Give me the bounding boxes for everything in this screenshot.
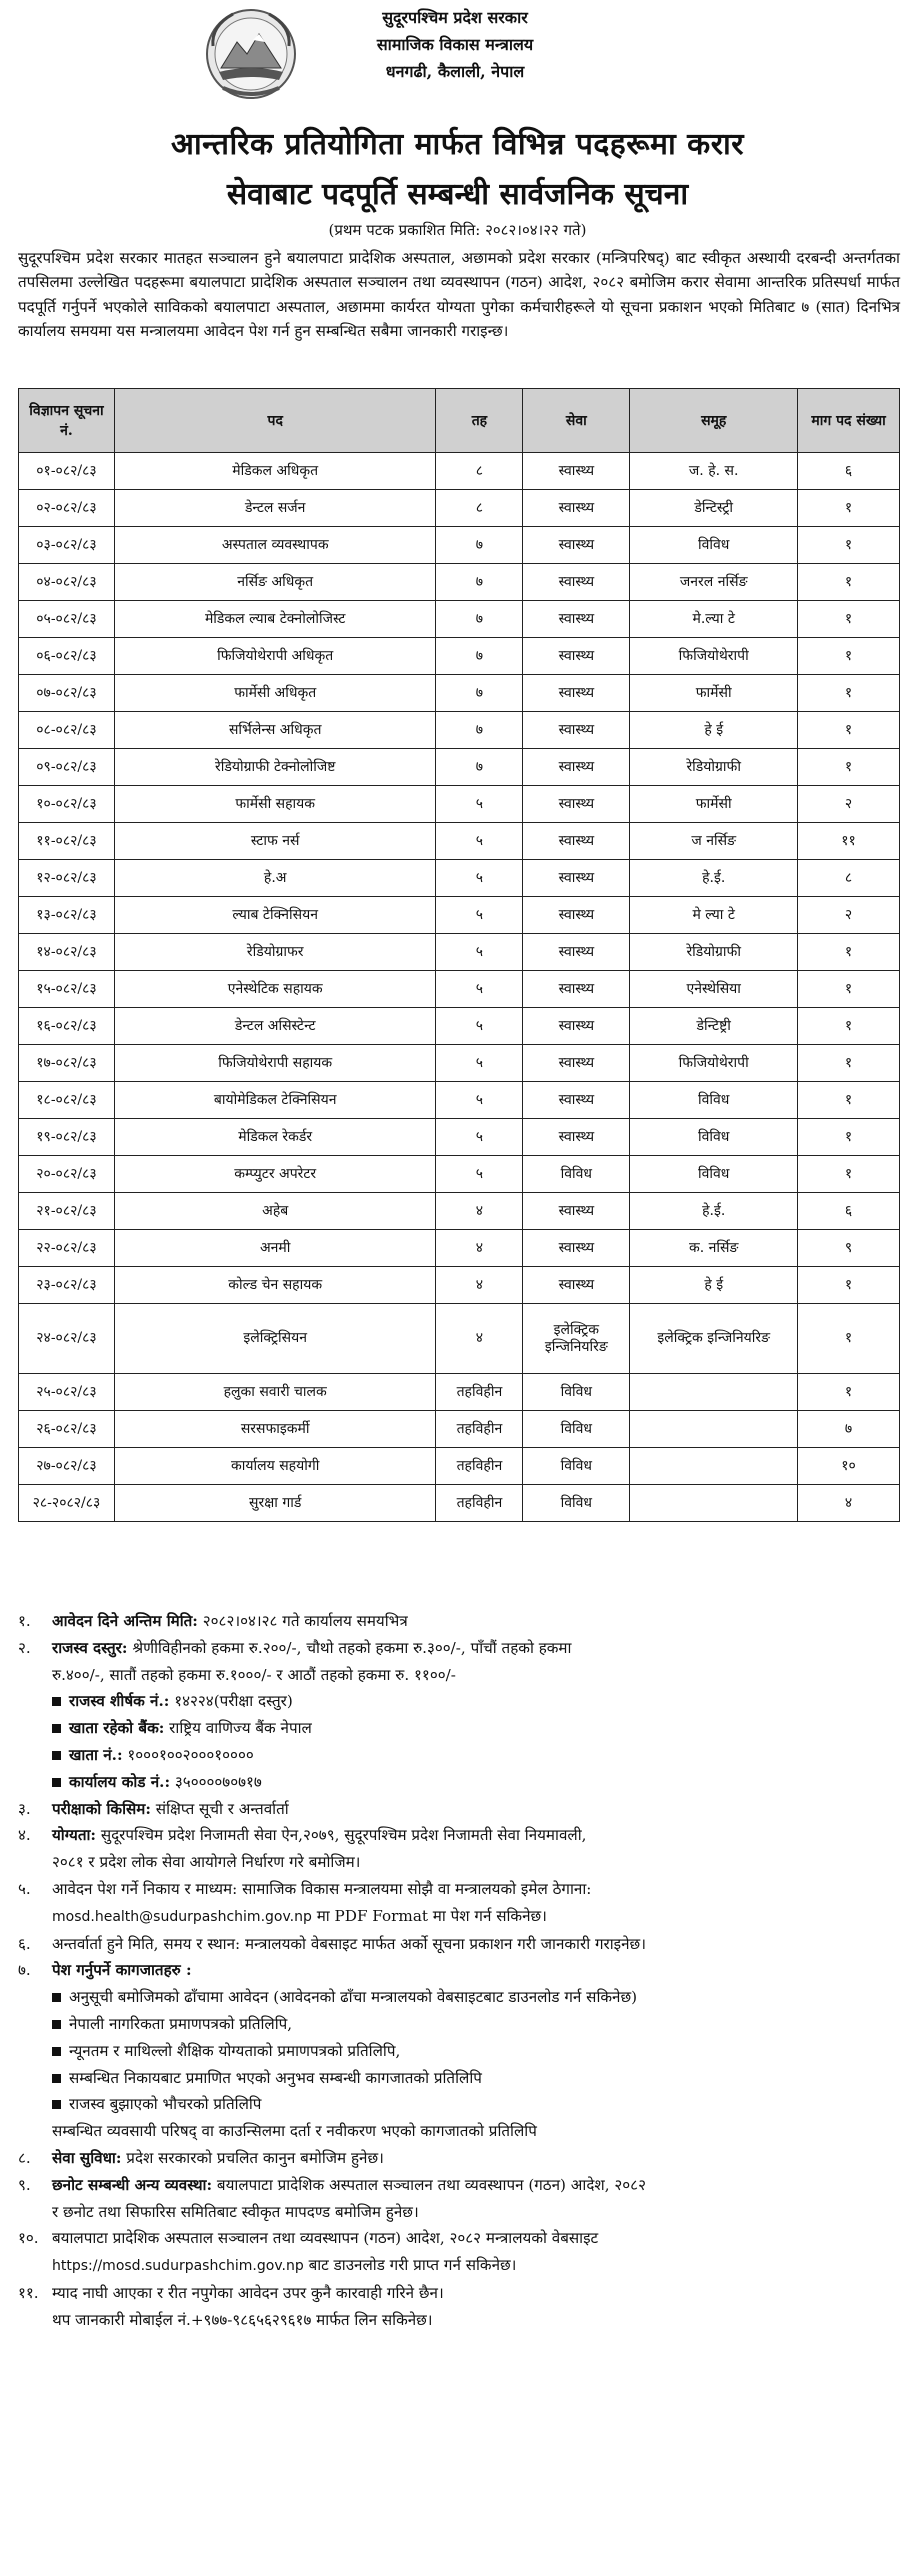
table-row [19,1304,900,1374]
post-count-cell: १ [798,527,900,564]
service-cell: विविध [523,1485,630,1522]
ad-number-cell: २२-०८२/८३ [19,1230,115,1267]
item-label: खाता रहेको बैंक: [69,1719,165,1738]
level-cell: ४ [436,1193,523,1230]
post-cell: कार्यालय सहयोगी [114,1448,436,1485]
post-cell: फिजियोथेरापी सहायक [114,1045,436,1082]
note-order-download [18,2225,900,2252]
ad-number-cell: १०-०८२/८३ [19,786,115,823]
service-cell: स्वास्थ्य [523,1119,630,1156]
level-cell: तहविहीन [436,1485,523,1522]
table-row [19,601,900,638]
group-cell: जनरल नर्सिङ [630,564,798,601]
note-interview [18,1931,900,1958]
note-number: ५. [18,1879,31,1898]
post-cell: हलुका सवारी चालक [114,1374,436,1411]
note-text: श्रेणीविहीनको हकमा रु.२००/-, चौथो तहको हकमा रु.३००/-, पाँचौं तहको हकमा [127,1638,572,1657]
table-row [19,897,900,934]
level-cell: ७ [436,564,523,601]
intro-paragraph: सुदूरपश्चिम प्रदेश सरकार मातहत सञ्चालन हुने बयालपाटा प्रादेशिक अस्पताल, अछामको प्रदेश सरकार (मन्त्रिपरिषद्) बाट स्वीकृत अस्थायी दरबन्दी अन्तर्गतका तपसिलमा उल्लेखित पदहरूमा बयालपाटा प्रादेशिक अस्पताल सञ्चालन तथा व्यवस्थापन (गठन) आदेश, २०८२ बमोजिम करार सेवामा आन्तरिक प्रतिस्पर्धा मार्फत पदपूर्ति गर्नुपर्ने भएकोले साविकको बयालपाटा अस्पताल, अछाममा कार्यरत योग्यता पुगेका कर्मचारीहरूले यो सूचना प्रकाशन भएको मितिबाट ७ (सात) दिनभित्र कार्यालय समयमा यस मन्त्रालयमा आवेदन पेश गर्न हुन सम्बन्धित सबैमा जानकारी गराइन्छ। [18,249,900,341]
header-service: सेवा [523,389,630,453]
post-count-cell: १० [798,1448,900,1485]
group-cell: हे.ई. [630,1193,798,1230]
document-text: सम्बन्धित निकायबाट प्रमाणित भएको अनुभव सम्बन्धी कागजातको प्रतिलिपि [69,2068,482,2087]
table-row [19,1485,900,1522]
ad-number-cell: १८-०८२/८३ [19,1082,115,1119]
service-cell: स्वास्थ्य [523,934,630,971]
bullet-icon [52,1697,61,1706]
table-row [19,749,900,786]
table-row [19,564,900,601]
level-cell: ७ [436,712,523,749]
service-cell: स्वास्थ्य [523,860,630,897]
note-text: संक्षिप्त सूची र अन्तर्वार्ता [150,1799,289,1818]
table-row [19,1082,900,1119]
post-count-cell: १ [798,749,900,786]
service-cell: स्वास्थ्य [523,564,630,601]
post-count-cell: १ [798,564,900,601]
table-row [19,1267,900,1304]
post-cell: सर्भिलेन्स अधिकृत [114,712,436,749]
service-cell: विविध [523,1156,630,1193]
service-cell: स्वास्थ्य [523,1267,630,1304]
service-cell: स्वास्थ्य [523,712,630,749]
table-row [19,823,900,860]
service-cell: स्वास्थ्य [523,971,630,1008]
bullet-icon [52,2100,61,2109]
group-cell: डेन्टिष्ट्री [630,1008,798,1045]
post-count-cell: ६ [798,453,900,490]
post-count-cell: ७ [798,1411,900,1448]
group-cell: फार्मेसी [630,786,798,823]
group-cell: मे ल्या टे [630,897,798,934]
service-cell: स्वास्थ्य [523,1008,630,1045]
service-cell: इलेक्ट्रिक इन्जिनियरिङ [523,1304,630,1374]
ad-number-cell: ०२-०८२/८३ [19,490,115,527]
service-cell: स्वास्थ्य [523,490,630,527]
bullet-icon [52,1724,61,1733]
ad-number-cell: ०८-०८२/८३ [19,712,115,749]
post-count-cell: १ [798,1045,900,1082]
table-row [19,971,900,1008]
note-number: २. [18,1638,31,1657]
post-cell: कम्प्युटर अपरेटर [114,1156,436,1193]
service-cell: स्वास्थ्य [523,453,630,490]
group-cell: फिजियोथेरापी [630,638,798,675]
post-count-cell: ११ [798,823,900,860]
post-count-cell: १ [798,1082,900,1119]
table-header-row [19,389,900,453]
nepal-emblem-icon [203,6,299,102]
ad-number-cell: १२-०८२/८३ [19,860,115,897]
ad-number-cell: १७-०८२/८३ [19,1045,115,1082]
level-cell: तहविहीन [436,1411,523,1448]
ad-number-cell: १५-०८२/८३ [19,971,115,1008]
note-text: अन्तर्वार्ता हुने मिति, समय र स्थान: मन्त्रालयको वेबसाइट मार्फत अर्को सूचना प्रकाशन गरी जानकारी गराइनेछ। [52,1934,646,1953]
header-post-count: माग पद संख्या [798,389,900,453]
ad-number-cell: २८-२०८२/८३ [19,1485,115,1522]
ad-number-cell: ०७-०८२/८३ [19,675,115,712]
post-count-cell: २ [798,897,900,934]
bullet-icon [52,2020,61,2029]
table-row [19,1374,900,1411]
ad-number-cell: ०६-०८२/८३ [19,638,115,675]
office-name [330,4,580,85]
post-cell: अनमी [114,1230,436,1267]
post-count-cell: १ [798,1156,900,1193]
table-row [19,860,900,897]
level-cell: ५ [436,1045,523,1082]
post-count-cell: १ [798,1304,900,1374]
post-cell: हे.अ [114,860,436,897]
note-label: आवेदन दिने अन्तिम मिति: [52,1612,198,1630]
level-cell: ७ [436,749,523,786]
note-late-applications [18,2280,900,2307]
post-cell: मेडिकल अधिकृत [114,453,436,490]
post-count-cell: १ [798,1119,900,1156]
service-cell: स्वास्थ्य [523,601,630,638]
note-number: ७. [18,1961,31,1980]
header-post: पद [114,389,436,453]
level-cell: ५ [436,786,523,823]
note-number: ६. [18,1934,31,1953]
post-cell: डेन्टल असिस्टेन्ट [114,1008,436,1045]
post-cell: रेडियोग्राफी टेक्नोलोजिष्ट [114,749,436,786]
ad-number-cell: २३-०८२/८३ [19,1267,115,1304]
document-item [18,2091,900,2118]
ad-number-cell: १६-०८२/८३ [19,1008,115,1045]
bullet-icon [52,2074,61,2083]
group-cell: विविध [630,1119,798,1156]
group-cell: इलेक्ट्रिक इन्जिनियरिङ [630,1304,798,1374]
item-value: राष्ट्रिय वाणिज्य बैंक नेपाल [164,1719,312,1738]
level-cell: ४ [436,1267,523,1304]
service-cell: विविध [523,1374,630,1411]
note-number: १. [18,1612,31,1630]
level-cell: ५ [436,897,523,934]
ad-number-cell: १४-०८२/८३ [19,934,115,971]
note-number: ३. [18,1799,31,1818]
group-cell: विविध [630,1082,798,1119]
header-ad-number: विज्ञापन सूचना नं. [19,389,115,453]
post-count-cell: ६ [798,1193,900,1230]
table-row [19,934,900,971]
document-text: न्यूनतम र माथिल्लो शैक्षिक योग्यताको प्रमाणपत्रको प्रतिलिपि, [69,2041,401,2060]
post-count-cell: १ [798,971,900,1008]
table-row [19,490,900,527]
letterhead [0,0,915,120]
post-cell: एनेस्थेटिक सहायक [114,971,436,1008]
bullet-icon [52,1751,61,1760]
level-cell: ७ [436,675,523,712]
post-count-cell: १ [798,934,900,971]
post-cell: फार्मेसी सहायक [114,786,436,823]
level-cell: ७ [436,638,523,675]
group-cell: ज. हे. स. [630,453,798,490]
table-row [19,1045,900,1082]
group-cell [630,1411,798,1448]
group-cell: फार्मेसी [630,675,798,712]
group-cell: रेडियोग्राफी [630,749,798,786]
bank-item [18,1715,900,1742]
ad-number-cell: ०३-०८२/८३ [19,527,115,564]
document-text: नेपाली नागरिकता प्रमाणपत्रको प्रतिलिपि, [69,2014,293,2033]
group-cell: फिजियोथेरापी [630,1045,798,1082]
ad-number-cell: २५-०८२/८३ [19,1374,115,1411]
table-row [19,675,900,712]
service-cell: स्वास्थ्य [523,823,630,860]
post-count-cell: १ [798,1008,900,1045]
service-cell: स्वास्थ्य [523,786,630,823]
post-count-cell: ४ [798,1485,900,1522]
note-text: बयालपाटा प्रादेशिक अस्पताल सञ्चालन तथा व्यवस्थापन (गठन) आदेश, २०८२ मन्त्रालयको वेबसाइट [52,2229,599,2248]
revenue-head-item [18,1688,900,1715]
note-label: राजस्व दस्तुर: [52,1638,128,1657]
post-count-cell: १ [798,675,900,712]
post-cell: ल्याब टेक्निसियन [114,897,436,934]
note-label: परीक्षाको किसिम: [52,1799,151,1818]
post-count-cell: १ [798,601,900,638]
notes-section [18,1608,900,2334]
table-row [19,1230,900,1267]
document-text: राजस्व बुझाएको भौचरको प्रतिलिपि [69,2095,262,2114]
post-count-cell: १ [798,1267,900,1304]
ad-number-cell: २१-०८२/८३ [19,1193,115,1230]
post-cell: सरसफाइकर्मी [114,1411,436,1448]
document-item [18,2011,900,2038]
level-cell: तहविहीन [436,1374,523,1411]
table-row [19,1156,900,1193]
note-text-continued: र छनोट तथा सिफारिस समितिबाट स्वीकृत मापदण्ड बमोजिम हुनेछ। [52,2202,419,2221]
note-selection [18,2172,900,2199]
service-cell: विविध [523,1448,630,1485]
email-link[interactable]: mosd.health@sudurpashchim.gov.np [52,1908,312,1925]
group-cell: ज नर्सिङ [630,823,798,860]
post-count-cell: १ [798,1374,900,1411]
service-cell: विविध [523,1411,630,1448]
note-revenue-fee [18,1635,900,1662]
table-row [19,527,900,564]
note-text-continued: २०८१ र प्रदेश लोक सेवा आयोगले निर्धारण गरे बमोजिम। [52,1853,361,1872]
note-documents [18,1957,900,1984]
bullet-icon [52,1993,61,2002]
group-cell [630,1374,798,1411]
group-cell: हे ई [630,712,798,749]
header-level: तह [436,389,523,453]
note-text: प्रदेश सरकारको प्रचलित कानुन बमोजिम हुनेछ। [121,2148,384,2167]
office-line-3: धनगढी, कैलाली, नेपाल [385,62,525,81]
ad-number-cell: ११-०८२/८३ [19,823,115,860]
ad-number-cell: १३-०८२/८३ [19,897,115,934]
post-cell: मेडिकल रेकर्डर [114,1119,436,1156]
level-cell: ५ [436,1119,523,1156]
note-text-continued: रु.४००/-, सातौं तहको हकमा रु.१०००/- र आठौं तहको हकमा रु. ११००/- [52,1665,456,1684]
level-cell: ८ [436,490,523,527]
note-text: आवेदन पेश गर्ने निकाय र माध्यम: सामाजिक विकास मन्त्रालयमा सोझै वा मन्त्रालयको इमेल ठेगाना: [52,1879,592,1898]
post-cell: डेन्टल सर्जन [114,490,436,527]
item-value: ३५००००७०७१७ [170,1772,262,1791]
level-cell: ५ [436,1008,523,1045]
note-label: सेवा सुविधा: [52,2148,122,2167]
group-cell: क. नर्सिङ [630,1230,798,1267]
ad-number-cell: ०५-०८२/८३ [19,601,115,638]
note-text: म्याद नाघी आएका र रीत नपुगेका आवेदन उपर कुनै कारवाही गरिने छैन। [52,2283,444,2302]
post-cell: कोल्ड चेन सहायक [114,1267,436,1304]
office-line-1: सुदूरपश्चिम प्रदेश सरकार [382,8,528,27]
bullet-icon [52,1778,61,1787]
note-number: ४. [18,1826,31,1845]
post-cell: फार्मेसी अधिकृत [114,675,436,712]
service-cell: स्वास्थ्य [523,1230,630,1267]
post-count-cell: २ [798,786,900,823]
header-group: समूह [630,389,798,453]
group-cell [630,1485,798,1522]
item-label: खाता नं.: [69,1745,123,1764]
post-cell: मेडिकल ल्याब टेक्नोलोजिस्ट [114,601,436,638]
post-cell: फिजियोथेरापी अधिकृत [114,638,436,675]
office-line-2: सामाजिक विकास मन्त्रालय [376,35,534,54]
group-cell: एनेस्थेसिया [630,971,798,1008]
account-number-item [18,1742,900,1769]
post-cell: अस्पताल व्यवस्थापक [114,527,436,564]
level-cell: ४ [436,1230,523,1267]
document-item [18,2065,900,2092]
post-count-cell: ८ [798,860,900,897]
note-text: बयालपाटा प्रादेशिक अस्पताल सञ्चालन तथा व्यवस्थापन (गठन) आदेश, २०८२ [212,2175,646,2194]
level-cell: ५ [436,823,523,860]
document-text: अनुसूची बमोजिमको ढाँचामा आवेदन (आवेदनको ढाँचा मन्त्रालयको वेबसाइटबाट डाउनलोड गर्न सकिनेछ) [69,1988,638,2007]
level-cell: तहविहीन [436,1448,523,1485]
note-text-continued: मा PDF Format मा पेश गर्न सकिनेछ। [311,1906,547,1925]
service-cell: स्वास्थ्य [523,897,630,934]
website-link[interactable]: https://mosd.sudurpashchim.gov.np [52,2258,304,2275]
table-row [19,453,900,490]
level-cell: ५ [436,1082,523,1119]
ad-number-cell: २०-०८२/८३ [19,1156,115,1193]
post-cell: रेडियोग्राफर [114,934,436,971]
ad-number-cell: ०९-०८२/८३ [19,749,115,786]
note-number: ११. [18,2283,39,2302]
table-row [19,1448,900,1485]
group-cell: हे.ई. [630,860,798,897]
group-cell: मे.ल्या टे [630,601,798,638]
post-cell: इलेक्ट्रिसियन [114,1304,436,1374]
ad-number-cell: ०१-०८२/८३ [19,453,115,490]
post-cell: सुरक्षा गार्ड [114,1485,436,1522]
level-cell: ५ [436,1156,523,1193]
service-cell: स्वास्थ्य [523,1045,630,1082]
ad-number-cell: २६-०८२/८३ [19,1411,115,1448]
note-label: योग्यता: [52,1826,97,1845]
document-item [18,1984,900,2011]
group-cell: डेन्टिस्ट्री [630,490,798,527]
service-cell: स्वास्थ्य [523,749,630,786]
item-value: १४२२४(परीक्षा दस्तुर) [169,1692,293,1711]
note-number: १०. [18,2229,39,2248]
publication-date: (प्रथम पटक प्रकाशित मिति: २०८२।०४।२२ गते) [328,221,587,239]
post-cell: नर्सिङ अधिकृत [114,564,436,601]
table-row [19,786,900,823]
level-cell: ७ [436,601,523,638]
post-count-cell: १ [798,712,900,749]
note-qualification [18,1822,900,1849]
service-cell: स्वास्थ्य [523,675,630,712]
table-row [19,1411,900,1448]
table-row [19,1008,900,1045]
note-number: ८. [18,2148,31,2167]
ad-number-cell: १९-०८२/८३ [19,1119,115,1156]
group-cell: हे ई [630,1267,798,1304]
item-value: १०००१००२०००१०००० [122,1745,254,1764]
service-cell: स्वास्थ्य [523,527,630,564]
level-cell: ४ [436,1304,523,1374]
group-cell: विविध [630,527,798,564]
note-number: ९. [18,2175,31,2194]
note-label: छनोट सम्बन्धी अन्य व्यवस्था: [52,2175,213,2194]
level-cell: ८ [436,453,523,490]
note-text: सुदूरपश्चिम प्रदेश निजामती सेवा ऐन,२०७९, सुदूरपश्चिम प्रदेश निजामती सेवा नियमावली, [96,1826,587,1845]
document-extra: सम्बन्धित व्यवसायी परिषद् वा काउन्सिलमा दर्ता र नवीकरण भएको कागजातको प्रतिलिपि [52,2122,537,2141]
ad-number-cell: २४-०८२/८३ [19,1304,115,1374]
notice-title-line-2: सेवाबाट पदपूर्ति सम्बन्धी सार्वजनिक सूचना [226,177,689,212]
post-cell: बायोमेडिकल टेक्निसियन [114,1082,436,1119]
note-submission [18,1876,900,1903]
table-row [19,638,900,675]
vacancy-table [18,388,900,1522]
office-code-item [18,1769,900,1796]
post-count-cell: १ [798,638,900,675]
note-facilities [18,2145,900,2172]
post-count-cell: १ [798,490,900,527]
note-label: पेश गर्नुपर्ने कागजातहरु : [52,1961,192,1980]
post-count-cell: ९ [798,1230,900,1267]
service-cell: स्वास्थ्य [523,1082,630,1119]
post-cell: अहेब [114,1193,436,1230]
ad-number-cell: २७-०८२/८३ [19,1448,115,1485]
note-exam-type [18,1796,900,1823]
level-cell: ५ [436,860,523,897]
level-cell: ५ [436,934,523,971]
post-cell: स्टाफ नर्स [114,823,436,860]
notice-title-line-1: आन्तरिक प्रतियोगिता मार्फत विभिन्न पदहरूमा करार [170,127,745,162]
bullet-icon [52,2047,61,2056]
note-deadline [18,1608,900,1635]
level-cell: ५ [436,971,523,1008]
group-cell: विविध [630,1156,798,1193]
service-cell: स्वास्थ्य [523,638,630,675]
ad-number-cell: ०४-०८२/८३ [19,564,115,601]
document-item [18,2038,900,2065]
group-cell: रेडियोग्राफी [630,934,798,971]
note-text: २०८२।०४।२८ गते कार्यालय समयभित्र [197,1612,408,1630]
table-row [19,712,900,749]
contact-info: थप जानकारी मोबाईल नं.+९७७-९८६५६२९६१७ मार्फत लिन सकिनेछ। [52,2310,433,2329]
table-row [19,1119,900,1156]
service-cell: स्वास्थ्य [523,1193,630,1230]
note-text-continued: बाट डाउनलोड गरी प्राप्त गर्न सकिनेछ। [303,2256,517,2275]
item-label: राजस्व शीर्षक नं.: [69,1692,170,1711]
level-cell: ७ [436,527,523,564]
table-row [19,1193,900,1230]
group-cell [630,1448,798,1485]
item-label: कार्यालय कोड नं.: [69,1772,171,1791]
